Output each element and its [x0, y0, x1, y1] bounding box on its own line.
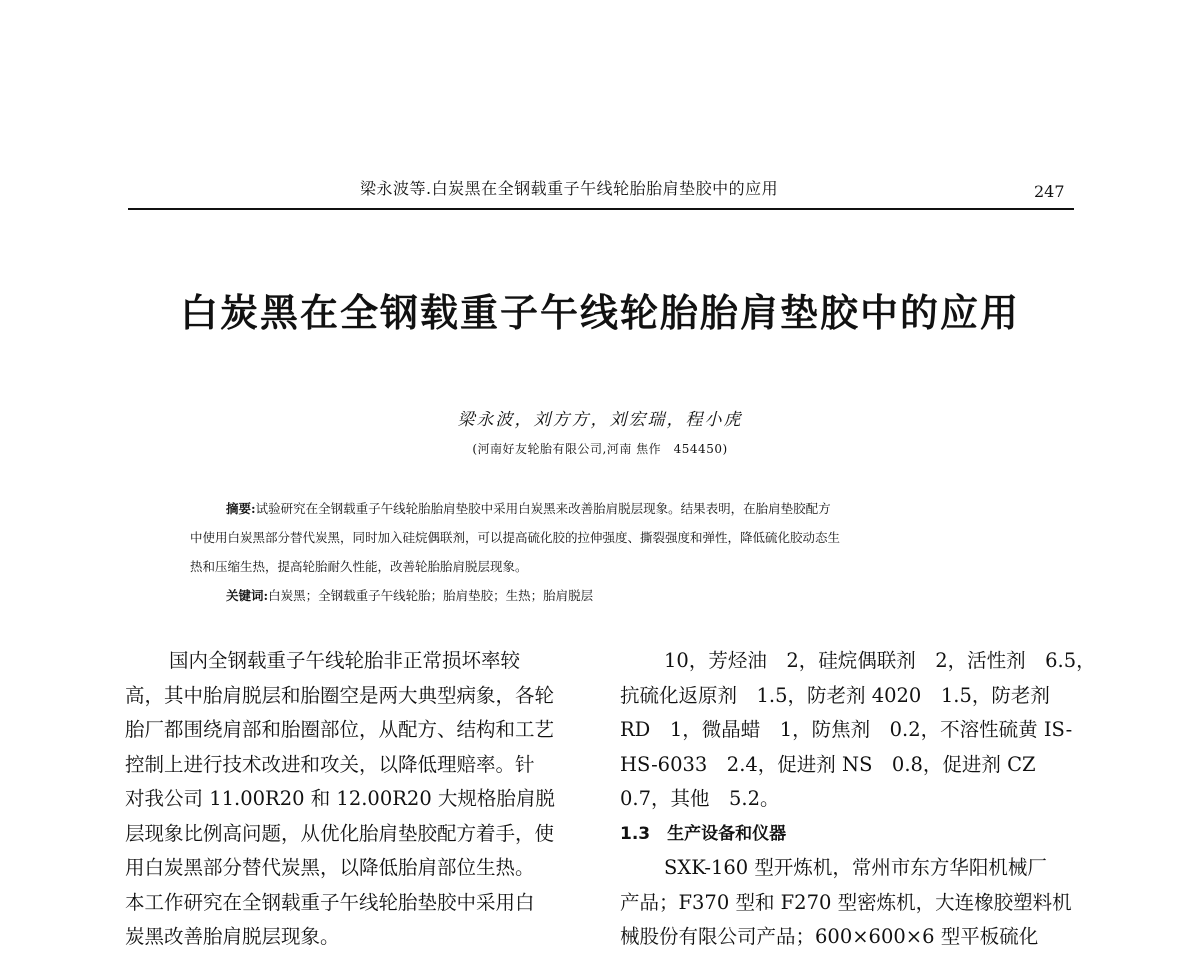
authors: 梁永波，刘方方，刘宏瑞，程小虎: [457, 410, 743, 430]
abstract-line: 热和压缩生热，提高轮胎耐久性能，改善轮胎胎肩脱层现象。: [190, 559, 528, 574]
body-line: 抗硫化返原剂 1.5，防老剂 4020 1.5，防老剂: [620, 683, 1050, 707]
body-column-right: [620, 644, 1096, 955]
keywords-line: [190, 581, 1028, 610]
article-title: 白炭黑在全钢载重子午线轮胎胎肩垫胶中的应用: [179, 291, 1020, 335]
affiliation: (河南好友轮胎有限公司,河南 焦作 454450): [472, 442, 728, 456]
body-line: 产品；F370 型和 F270 型密炼机，大连橡胶塑料机: [620, 890, 1072, 914]
body-line: 高，其中胎肩脱层和胎圈空是两大典型病象，各轮: [125, 683, 555, 707]
abstract-line: 中使用白炭黑部分替代炭黑，同时加入硅烷偶联剂，可以提高硫化胶的拉伸强度、撕裂强度和弹性，降低硫化胶动态生: [190, 530, 841, 545]
keywords-label: 关键词:: [226, 588, 269, 603]
body-line: 炭黑改善胎肩脱层现象。: [125, 925, 340, 948]
body-line: 胎厂都围绕肩部和胎圈部位，从配方、结构和工艺: [125, 718, 555, 741]
body-line: HS-6033 2.4，促进剂 NS 0.8，促进剂 CZ: [620, 752, 1036, 776]
running-head: 梁永波等.白炭黑在全钢载重子午线轮胎胎肩垫胶中的应用: [360, 179, 779, 198]
abstract-line: [190, 494, 1028, 523]
page-number: 247: [1034, 182, 1065, 201]
body-line: 对我公司 11.00R20 和 12.00R20 大规格胎肩脱: [125, 787, 555, 810]
body-line: 用白炭黑部分替代炭黑，以降低胎肩部位生热。: [125, 856, 535, 879]
section-heading: 1.3 生产设备和仪器: [620, 823, 787, 844]
body-line: 控制上进行技术改进和攻关，以降低理赔率。针: [125, 752, 535, 776]
keywords-text: 白炭黑；全钢载重子午线轮胎；胎肩垫胶；生热；胎肩脱层: [268, 588, 594, 603]
body-line: 层现象比例高问题，从优化胎肩垫胶配方着手，使: [125, 821, 555, 845]
abstract: [190, 494, 1028, 610]
abstract-label: 摘要:: [226, 501, 256, 516]
abstract-text: 试验研究在全钢载重子午线轮胎胎肩垫胶中采用白炭黑来改善胎肩脱层现象。结果表明，在胎肩垫胶配方: [255, 501, 831, 516]
body-column-left: [125, 644, 585, 955]
body-line: 械股份有限公司产品；600×600×6 型平板硫化: [620, 925, 1039, 948]
body-line: SXK-160 型开炼机，常州市东方华阳机械厂: [664, 856, 1047, 879]
body-line: 10，芳烃油 2，硅烷偶联剂 2，活性剂 6.5，: [664, 649, 1096, 672]
body-line: 国内全钢载重子午线轮胎非正常损坏率较: [169, 649, 521, 672]
body-line: 本工作研究在全钢载重子午线轮胎垫胶中采用白: [125, 890, 535, 914]
body-line: 0.7，其他 5.2。: [620, 787, 780, 810]
body-line: RD 1，微晶蜡 1，防焦剂 0.2，不溶性硫黄 IS-: [620, 718, 1073, 741]
header-rule: [128, 208, 1074, 210]
